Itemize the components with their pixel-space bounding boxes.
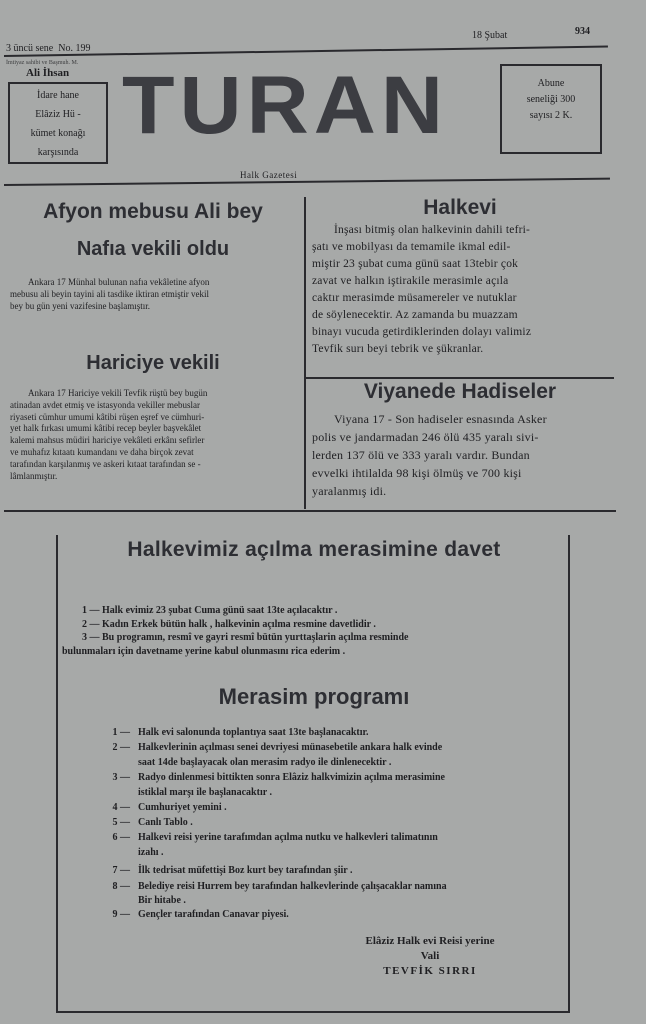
invitation-item-cont: bulunmaları için davetname yerine kabul olunmasını rica ederim .: [62, 645, 346, 657]
masthead-rule: [4, 178, 610, 186]
text-line: polis ve jandarmadan 246 ölü 435 yaralı sivi-: [312, 430, 539, 444]
office-line: kümet konağı: [30, 128, 86, 139]
headline-afyon: Afyon mebusu Ali bey: [43, 200, 263, 223]
headline-hariciye: Hariciye vekili: [86, 352, 220, 374]
office-address-box: [8, 82, 108, 164]
program-list: 1 — Halk evi salonunda toplantıya saat 13te başlanacaktır. 2 — Halkevlerinin açılması senei devriyesi münasebetile ankara halk evinde saat 14de başlayacak olan merasim radyo ile dinlenecektir . 3 — Radyo dinlenmesi bittikten sonra Elâziz halkvimizin açılma merasimine istiklal marşı ile başlanacaktır . 4 — Cumhuriyet yemini . 5 — Canlı Tablo . 6 — Halkevi reisi yerine tarafımdan açılma nutku ve halkevleri talimatının izahı . 7 — İlk tedrisat müfettişi Boz kurt bey tarafından şiir . 8 — Belediye reisi Hurrem bey tarafından halkevlerinde çalışacaklar namına Bir hitabe . 9 — Gençler tarafından Canavar piyesi.: [112, 727, 447, 920]
text-line: lerden 137 ölü ve 333 yaralı vardır. Bundan: [312, 448, 530, 462]
text-line: lâmlanmıştır.: [10, 470, 58, 481]
invitation-item: 2 — Kadın Erkek bütün halk , halkevinin açılma resmine davetlidir .: [82, 618, 376, 630]
subscription-line: sayısı 2 K.: [529, 110, 573, 121]
office-line: karşısında: [37, 147, 79, 158]
text-line: atinadan avdet etmiş ve istasyonda vekiller mebuslar: [10, 399, 200, 410]
issue-date: 18 Şubat: [472, 30, 508, 41]
text-line: şatı ve mobilyası da temamile ikmal edil-: [312, 241, 511, 253]
issue-year-number: 934: [575, 26, 590, 37]
issue-year: 3 üncü sene No. 199: [6, 43, 91, 54]
text-line: mebusu ali beyin tayini ali tasdike iktiran etmiştir vekil: [10, 289, 209, 299]
signature-name: TEVFİK SIRRI: [383, 965, 477, 977]
program-title: Merasim programı: [218, 684, 410, 709]
article-afyon: [10, 276, 302, 312]
invitation-item: 3 — Bu programın, resmî ve gayri resmî bütün yurttaşlarin açılma resminde: [82, 632, 409, 643]
text-line: de söylenecektir. Az zamanda bu muazzam: [312, 309, 518, 321]
text-line: yaralanmış idi.: [312, 484, 387, 498]
text-line: Ankara 17 Hariciye vekili Tevfik rüştü bey bugün: [28, 388, 208, 398]
invitation-left-border: [56, 535, 58, 1013]
text-line: tarafından karşılanmış ve askeri kıtaat tarafından se -: [10, 458, 201, 469]
invitation-title: Halkevimiz açılma merasimine davet: [127, 538, 501, 561]
text-line: Viyana 17 - Son hadiseler esnasında Asker: [334, 412, 547, 426]
text-line: Tevfik surı beyi tebrik ve şükranlar.: [312, 343, 484, 355]
invitation-item: 1 — Halk evimiz 23 şubat Cuma günü saat 13te açılacaktır .: [82, 605, 338, 616]
subscription-box: [500, 64, 602, 154]
top-rule: [4, 46, 608, 57]
subscription-line: Abune: [537, 78, 565, 89]
text-line: kalemi mahsus müdiri hariciye vekâleti erkânı sefirler: [10, 435, 205, 446]
subtitle: Halk Gazetesi: [240, 170, 298, 180]
headline-nafia: Nafıa vekili oldu: [76, 238, 230, 260]
text-line: zavat ve halkın iştirakile merasimle açıla: [312, 275, 509, 287]
right-col-rule: [306, 377, 614, 379]
text-line: caktır merasimde müsamereler ve nutuklar: [312, 292, 517, 304]
article-viyana: [312, 410, 614, 500]
column-divider: [304, 197, 306, 509]
headline-viyana: Viyanede Hadiseler: [363, 380, 557, 403]
signature-role: Vali: [420, 950, 440, 962]
text-line: yet halk fırkası umumi kâtibi recep beyler başvekâlet: [10, 423, 202, 434]
text-line: İnşası bitmiş olan halkevinin dahili tefri-: [334, 224, 531, 236]
subscription-line: seneliği 300: [526, 94, 576, 105]
owner-label: İmtiyaz sahibi ve Başmuh. M.: [6, 60, 79, 66]
office-line: Elâziz Hü -: [35, 109, 81, 120]
newspaper-title: TURAN: [122, 59, 448, 152]
headline-halkevi: Halkevi: [423, 196, 497, 219]
text-line: binayı vucuda getirdiklerinden dolayı valimiz: [312, 326, 532, 338]
office-line: İdare hane: [37, 90, 79, 101]
text-line: riyaseti cümhur umumi kâtibi rüşen eşref ve cümhuri-: [10, 411, 205, 422]
text-line: miştir 23 şubat cuma günü saat 13tebir çok: [312, 258, 519, 270]
text-line: bey bu gün yeni vazifesine başlamıştır.: [10, 301, 150, 311]
section-rule: [4, 510, 616, 512]
text-line: Ankara 17 Münhal bulunan nafıa vekâletine afyon: [28, 277, 210, 287]
text-line: ve muhafız kıtaatı kumandanı ve daha birçok zevat: [10, 446, 194, 457]
text-line: evvelki ihtilalda 98 kişi ölmüş ve 700 kişi: [312, 466, 522, 480]
invitation-items: [62, 604, 562, 658]
article-hariciye: [10, 388, 302, 482]
signature-title: Elâziz Halk evi Reisi yerine: [365, 935, 495, 947]
owner-name: Ali İhsan: [26, 67, 70, 79]
article-halkevi: [312, 222, 612, 358]
signature-block: [300, 934, 560, 979]
